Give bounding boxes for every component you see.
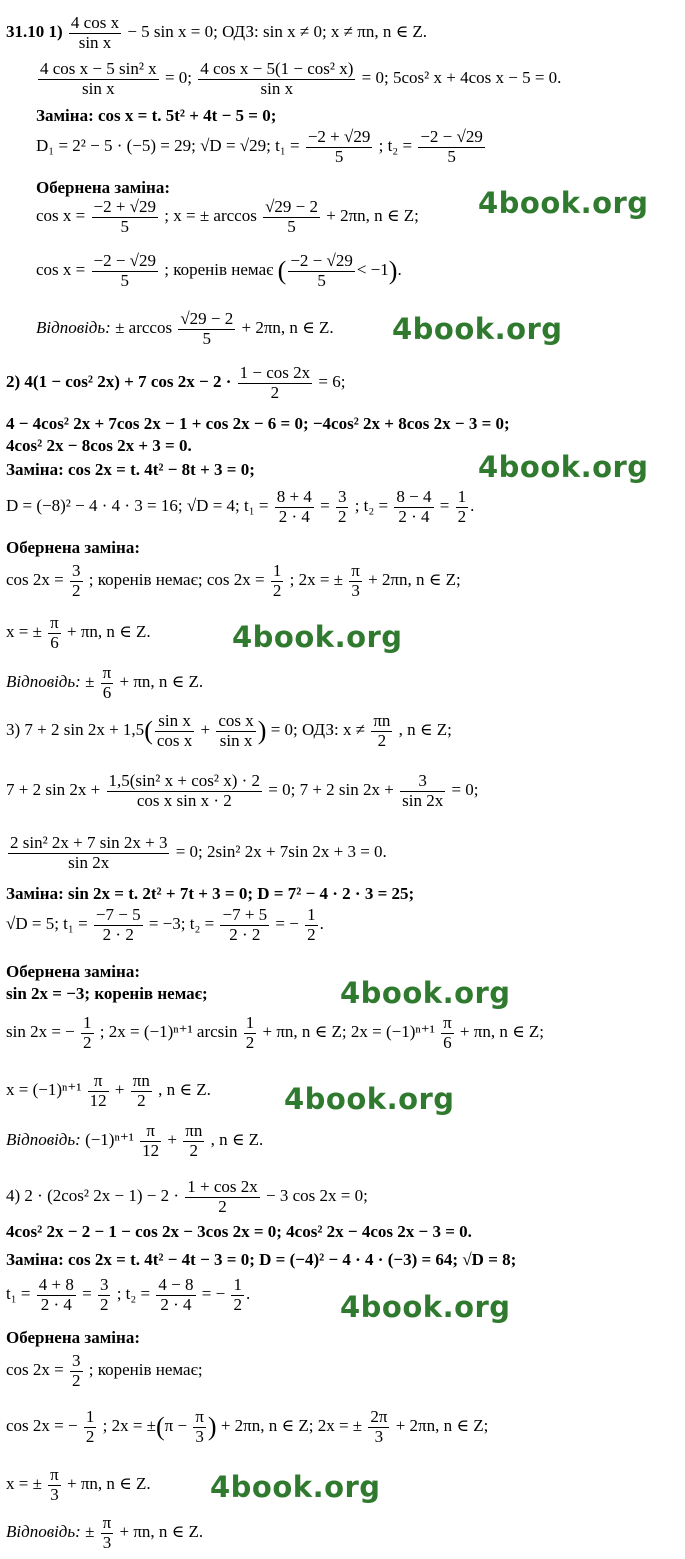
- problem-2-line-1: 2) 4(1 − cos² 2x) + 7 cos 2x − 2 · $\frac{1 - \cos 2x}{2}$ = 6;: [6, 363, 346, 402]
- substitution-line: Заміна: cos 2x = t. 4t² − 8t + 3 = 0;: [6, 460, 255, 479]
- case-1-line: cos 2x = $\frac{3}{2}$ ; коренів немає;: [6, 1351, 203, 1390]
- problem-number: 31.10: [6, 22, 45, 42]
- problem-4-line-1: 4) 2 · (2cos² 2x − 1) − 2 · $\frac{1 + \cos 2x}{2}$ − 3 cos 2x = 0;: [6, 1177, 368, 1216]
- answer-line: Відповідь: ± $\frac{\pi}{6}$ + πn, n ∈ Z.: [6, 663, 204, 702]
- inverse-substitution-label: Обернена заміна:: [6, 1328, 140, 1347]
- problem-1-line-1: 31.10 1) $\frac{\text{4 cos x}}{\text{sin x}}$ − 5 sin x = 0; ОДЗ: sin x ≠ 0; x ≠ πn, n ∈ Z.: [6, 13, 428, 52]
- roots-line: t₁ = $\frac{4 + 8}{2 \cdot 4}$ = $\frac{3}{2}$ ; t₂ = $\frac{4 - 8}{2 \cdot 4}$ = − $\frac{1}{2}$ .: [6, 1275, 251, 1314]
- case-1-line: cos x = $\frac{-2 + √29}{5}$ ; x = ± arccos $\frac{√29 - 2}{5}$ + 2πn, n ∈ Z;: [36, 197, 419, 236]
- substitution-line: Заміна: sin 2x = t. 2t² + 7t + 3 = 0; D = 7² − 4 · 2 · 3 = 25;: [6, 884, 415, 903]
- watermark-text: 4book.org: [232, 620, 403, 654]
- fraction: $\frac{\text{4 cos x}}{\text{sin x}}$: [70, 13, 120, 52]
- answer-label: Відповідь:: [6, 672, 81, 692]
- watermark-text: 4book.org: [392, 312, 563, 346]
- problem-3-line-1: 3) 7 + 2 sin 2x + 1,5( $\frac{\text{sin x}}{\text{cos x}}$ + $\frac{\text{cos x}}{\text{sin x}}$ ) = 0; ОДЗ: x ≠ $\frac{\pi n}{2}$ , n ∈ Z;: [6, 711, 452, 750]
- answer-label: Відповідь:: [36, 318, 111, 338]
- substitution-line: Заміна: cos 2x = t. 4t² − 4t − 3 = 0; D = (−4)² − 4 · 4 · (−3) = 64; √D = 8;: [6, 1250, 517, 1269]
- case-line: cos 2x = $\frac{3}{2}$ ; коренів немає; cos 2x = $\frac{1}{2}$ ; 2x = ± $\frac{\pi}{3}$ + 2πn, n ∈ Z;: [6, 561, 461, 600]
- problem-2-line-2: 4 − 4cos² 2x + 7cos 2x − 1 + cos 2x − 6 = 0; −4cos² 2x + 8cos 2x − 3 = 0;: [6, 414, 510, 433]
- answer-label: Відповідь:: [6, 1522, 81, 1542]
- watermark-text: 4book.org: [478, 186, 649, 220]
- watermark-text: 4book.org: [210, 1470, 381, 1504]
- case-2-line: cos 2x = − $\frac{1}{2}$ ; 2x = ±(π − $\frac{\pi}{3}$ ) + 2πn, n ∈ Z; 2x = ± $\frac{2\pi}{3}$ + 2πn, n ∈ Z;: [6, 1407, 489, 1446]
- watermark-text: 4book.org: [284, 1082, 455, 1116]
- solution-line: x = ± $\frac{\pi}{3}$ + πn, n ∈ Z.: [6, 1465, 151, 1504]
- no-root-line: sin 2x = −3; коренів немає;: [6, 984, 208, 1003]
- watermark-text: 4book.org: [340, 976, 511, 1010]
- answer-line: Відповідь: (−1)ⁿ⁺¹ $\frac{\pi}{12}$ + $\frac{\pi n}{2}$ , n ∈ Z.: [6, 1121, 264, 1160]
- watermark-text: 4book.org: [340, 1290, 511, 1324]
- problem-3-line-3: $\frac{\text{2 sin² 2x + 7 sin 2x + 3}}{\sin 2x}$ = 0; 2sin² 2x + 7sin 2x + 3 = 0.: [10, 833, 387, 872]
- discriminant-line: √D = 5; t₁ = $\frac{-7 - 5}{2 \cdot 2}$ = −3; t₂ = $\frac{-7 + 5}{2 \cdot 2}$ = − $\frac{1}{2}$ .: [6, 905, 324, 944]
- problem-3-line-2: 7 + 2 sin 2x + $\frac{\text{1,5(sin² x + cos² x) · 2}}{\text{cos x sin x · 2}}$ = 0; 7 + 2 sin 2x + $\frac{3}{\sin 2x}$ = 0;: [6, 771, 479, 810]
- answer-label: Відповідь:: [6, 1130, 81, 1150]
- case-line: sin 2x = − $\frac{1}{2}$ ; 2x = (−1)ⁿ⁺¹ arcsin $\frac{1}{2}$ + πn, n ∈ Z; 2x = (−1)ⁿ⁺¹ $\frac{\pi}{6}$ + πn, n ∈ Z;: [6, 1013, 545, 1052]
- part-label: 1): [48, 22, 63, 42]
- case-2-line: cos x = $\frac{-2 - √29}{5}$ ; коренів немає ( $\frac{-2 - √29}{5}$ < −1).: [36, 251, 402, 290]
- watermark-text: 4book.org: [478, 450, 649, 484]
- discriminant-line: D = (−8)² − 4 · 4 · 3 = 16; √D = 4; t₁ = $\frac{8 + 4}{2 \cdot 4}$ = $\frac{3}{2}$ ; t₂ = $\frac{8 - 4}{2 \cdot 4}$ = $\frac{1}{2}$ .: [6, 487, 475, 526]
- problem-1-line-2: $\frac{\text{4 cos x − 5 sin² x}}{\text{sin x}}$ = 0; $\frac{\text{4 cos x − 5(1 − cos² x)}}{\text{sin x}}$ = 0; 5cos² x + 4cos x − 5 = 0.: [40, 59, 562, 98]
- answer-line: Відповідь: ± $\frac{\pi}{3}$ + πn, n ∈ Z.: [6, 1513, 204, 1552]
- problem-4-line-2: 4cos² 2x − 2 − 1 − cos 2x − 3cos 2x = 0; 4cos² 2x − 4cos 2x − 3 = 0.: [6, 1222, 472, 1241]
- inverse-substitution-label: Обернена заміна:: [6, 962, 140, 981]
- problem-2-line-3: 4cos² 2x − 8cos 2x + 3 = 0.: [6, 436, 192, 455]
- answer-line: Відповідь: ± arccos $\frac{√29 - 2}{5}$ + 2πn, n ∈ Z.: [36, 309, 334, 348]
- inverse-substitution-label: Обернена заміна:: [36, 178, 170, 197]
- solution-line: x = (−1)ⁿ⁺¹ $\frac{\pi}{12}$ + $\frac{\pi n}{2}$ , n ∈ Z.: [6, 1071, 211, 1110]
- solution-line: x = ± $\frac{\pi}{6}$ + πn, n ∈ Z.: [6, 613, 151, 652]
- substitution-line: Заміна: cos x = t. 5t² + 4t − 5 = 0;: [36, 106, 277, 125]
- discriminant-line: D₁ = 2² − 5 · (−5) = 29; √D = √29; t₁ = $\frac{-2 + √29}{5}$ ; t₂ = $\frac{-2 - √29}{5}$: [36, 127, 483, 166]
- inverse-substitution-label: Обернена заміна:: [6, 538, 140, 557]
